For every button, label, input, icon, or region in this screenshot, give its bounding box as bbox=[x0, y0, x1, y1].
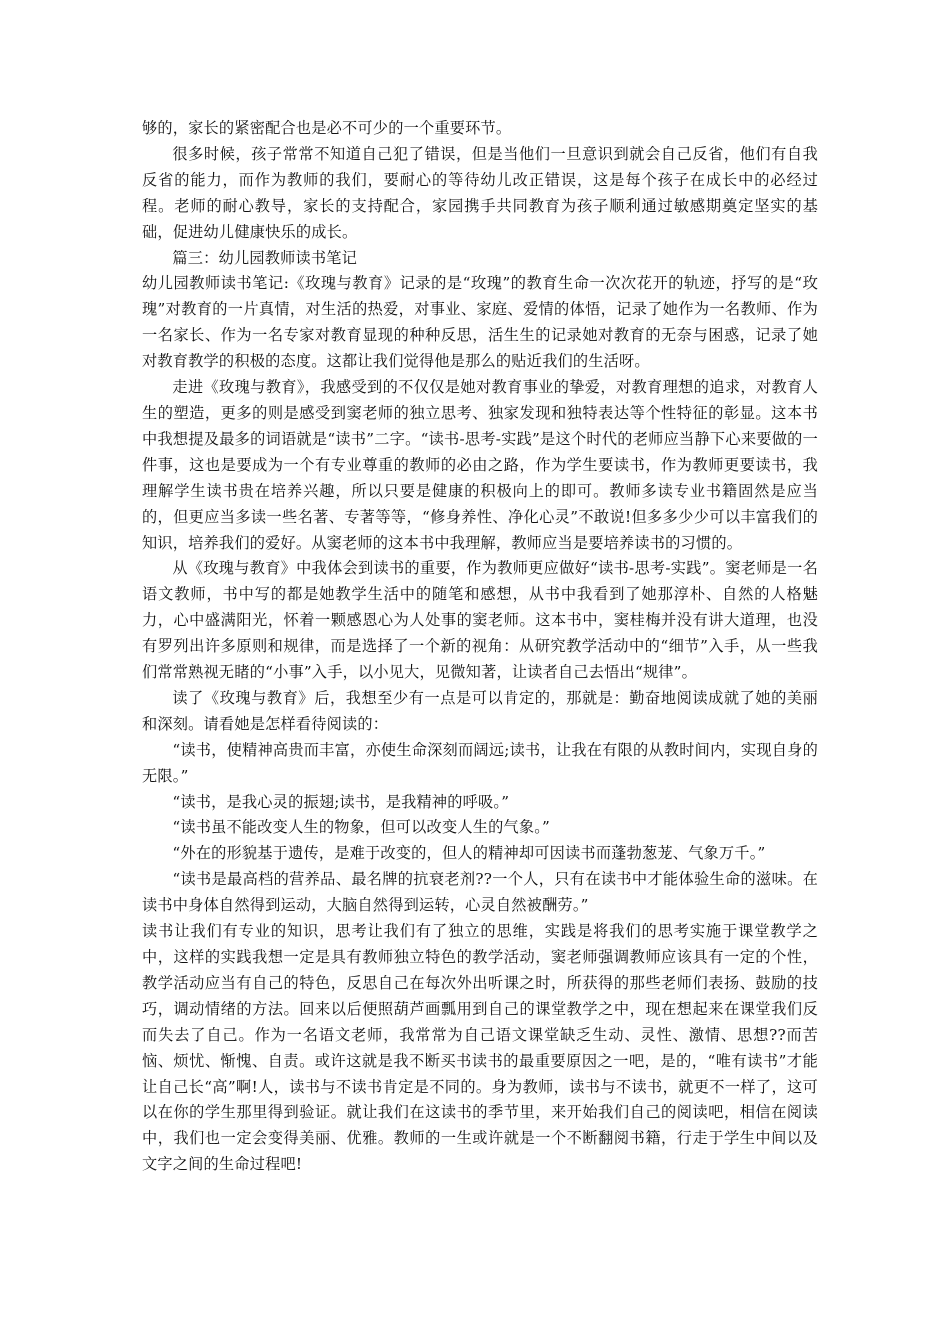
paragraph-5: 从《玫瑰与教育》中我体会到读书的重要，作为教师更应做好“读书-思考-实践”。窦老师是一名语文教师，书中写的都是她教学生活中的随笔和感想，从书中我看到了她那淳朴、自然的人格魅力，心中盛满阳光，怀着一颗感恩心为人处事的窦老师。这本书中，窦桂梅并没有讲大道理，也没有罗列出许多原则和规律，而是选择了一个新的视角：从研究教学活动中的“细节”入手，从一些我们常常熟视无睹的“小事”入手，以小见大，见微知著，让读者自己去悟出“规律”。 bbox=[142, 559, 818, 682]
paragraph-1: 够的，家长的紧密配合也是必不可少的一个重要环节。 bbox=[142, 119, 512, 137]
paragraph-4: 走进《玫瑰与教育》，我感受到的不仅仅是她对教育事业的挚爱，对教育理想的追求，对教育人生的塑造，更多的则是感受到窦老师的独立思考、独家发现和独特表达等个性特征的彰显。这本书中我想提及最多的词语就是“读书”二字。“读书-思考-实践”是这个时代的老师应当静下心来要做的一件事，这也是要成为一个有专业尊重的教师的必由之路，作为学生要读书，作为教师更要读书，我理解学生读书贵在培养兴趣，所以只要是健康的积极向上的即可。教师多读专业书籍固然是应当的，但更应当多读一些名著、专著等等，“修身养性、净化心灵”不敢说!但多多少少可以丰富我们的知识，培养我们的爱好。从窦老师的这本书中我理解，教师应当是要培养读书的习惯的。 bbox=[142, 378, 818, 552]
paragraph-6: 读了《玫瑰与教育》后，我想至少有一点是可以肯定的，那就是：勤奋地阅读成就了她的美丽和深刻。请看她是怎样看待阅读的： bbox=[142, 688, 818, 733]
paragraph-3: 幼儿园教师读书笔记:《玫瑰与教育》记录的是“玫瑰”的教育生命一次次花开的轨迹，抒写的是“玫瑰”对教育的一片真情，对生活的热爱，对事业、家庭、爱情的体悟，记录了她作为一名教师、作为一名家长、作为一名专家对教育显现的种种反思，活生生的记录她对教育的无奈与困惑，记录了她对教育教学的积极的态度。这都让我们觉得他是那么的贴近我们的生活呀。 bbox=[142, 274, 818, 371]
document-page bbox=[142, 116, 818, 1178]
quote-3: “读书虽不能改变人生的物象，但可以改变人生的气象。” bbox=[172, 818, 551, 837]
section-heading: 篇三：幼儿园教师读书笔记 bbox=[172, 248, 358, 267]
quote-5: “读书是最高档的营养品、最名牌的抗衰老剂??一个人，只有在读书中才能体验生命的滋味。在读书中身体自然得到运动，大脑自然得到运转，心灵自然被酬劳。” bbox=[142, 870, 818, 915]
paragraph-7: 读书让我们有专业的知识，思考让我们有了独立的思维，实践是将我们的思考实施于课堂教学之中，这样的实践我想一定是具有教师独立特色的教学活动，窦老师强调教师应该具有一定的个性，教学活动应当有自己的特色，反思自己在每次外出听课之时，所获得的那些老师们表扬、鼓励的技巧，调动情绪的方法。回来以后便照葫芦画瓢用到自己的课堂教学之中，现在想起来在课堂我们反而失去了自己。作为一名语文老师，我常常为自己语文课堂缺乏生动、灵性、激情、思想??而苦恼、烦忧、惭愧、自责。或许这就是我不断买书读书的最重要原因之一吧，是的，“唯有读书”才能让自己长“高”啊!人，读书与不读书肯定是不同的。身为教师，读书与不读书，就更不一样了，这可以在你的学生那里得到验证。就让我们在这读书的季节里，来开始我们自己的阅读吧，相信在阅读中，我们也一定会变得美丽、优雅。教师的一生或许就是一个不断翻阅书籍，行走于学生中间以及文字之间的生命过程吧! bbox=[142, 922, 818, 1174]
quote-2: “读书，是我心灵的振翅;读书，是我精神的呼吸。” bbox=[172, 792, 510, 811]
paragraph-2: 很多时候，孩子常常不知道自己犯了错误，但是当他们一旦意识到就会自己反省，他们有自我反省的能力，而作为教师的我们，要耐心的等待幼儿改正错误，这是每个孩子在成长中的必经过程。老师的耐心教导，家长的支持配合，家园携手共同教育为孩子顺利通过敏感期奠定坚实的基础，促进幼儿健康快乐的成长。 bbox=[142, 144, 818, 241]
quote-4: “外在的形貌基于遗传，是难于改变的，但人的精神却可因读书而蓬勃葱茏、气象万千。” bbox=[172, 844, 766, 863]
quote-1: “读书，使精神高贵而丰富，亦使生命深刻而阔远;读书，让我在有限的从教时间内，实现自身的无限。” bbox=[142, 740, 818, 785]
